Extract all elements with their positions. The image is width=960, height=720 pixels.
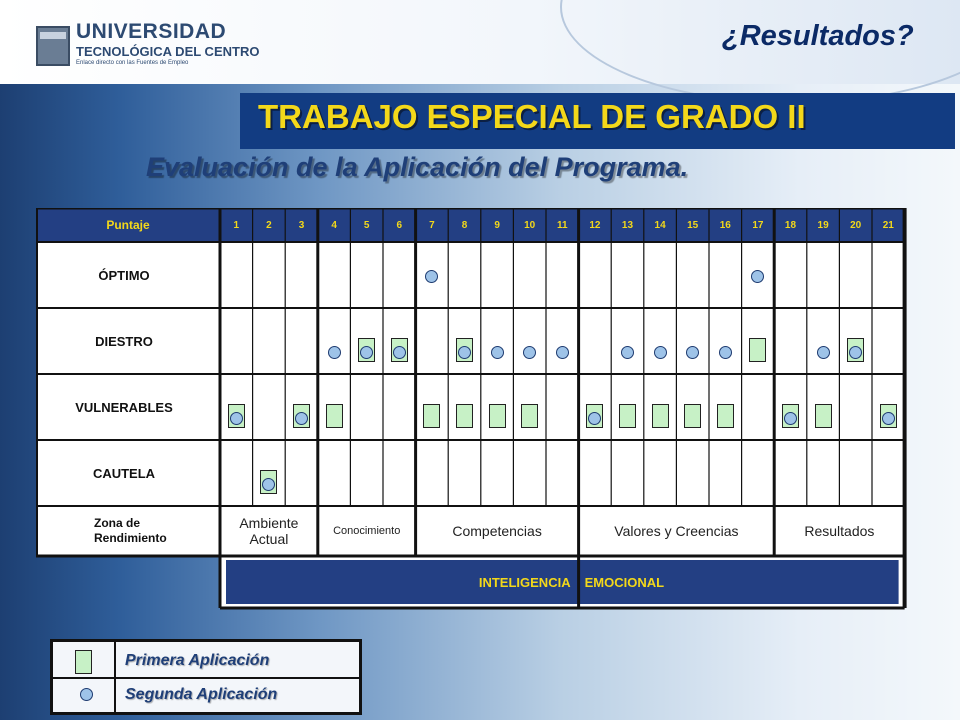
zone-1: Ambiente Actual (239, 515, 299, 547)
header-score-15: 15 (687, 219, 699, 231)
header-score-18: 18 (784, 219, 797, 231)
header-score-12: 12 (589, 219, 601, 231)
university-logo (36, 18, 260, 74)
second-application-circle-icon (751, 270, 764, 283)
row-label: VULNERABLES (75, 399, 173, 415)
header-score-4: 4 (331, 219, 337, 231)
header-score-1: 1 (233, 219, 240, 231)
first-application-square-icon (423, 404, 440, 428)
zone-3: Competencias (452, 523, 542, 539)
second-application-circle-icon (393, 346, 406, 359)
first-application-square-icon (521, 404, 538, 428)
first-application-square-icon (489, 404, 506, 428)
header-score-6: 6 (396, 219, 403, 231)
evaluation-grid (36, 208, 924, 613)
header-score-13: 13 (621, 219, 634, 231)
second-application-circle-icon (654, 346, 667, 359)
header-score-17: 17 (752, 219, 764, 231)
first-application-square-icon (652, 404, 669, 428)
second-application-circle-icon (328, 346, 341, 359)
zone-label: Zona de Rendimiento (94, 516, 167, 545)
header-score-5: 5 (363, 219, 370, 231)
zone-4: Valores y Creencias (614, 523, 739, 539)
second-application-circle-icon (523, 346, 536, 359)
second-application-circle-icon (295, 412, 308, 425)
header-score-14: 14 (654, 219, 666, 231)
row-label: DIESTRO (95, 333, 153, 349)
first-application-square-icon (619, 404, 636, 428)
header-score-9: 9 (494, 219, 500, 231)
header-score-10: 10 (524, 219, 536, 231)
header-score-11: 11 (557, 219, 568, 231)
page-title: TRABAJO ESPECIAL DE GRADO II (258, 98, 806, 135)
header-score-20: 20 (850, 219, 862, 231)
header-score-16: 16 (719, 219, 731, 231)
second-application-circle-icon (621, 346, 634, 359)
row-label: CAUTELA (92, 465, 156, 481)
footer-inteligencia: INTELIGENCIA (478, 574, 571, 590)
logo-name-line2: TECNOLÓGICA DEL CENTRO (76, 44, 260, 59)
legend-row-first (53, 642, 359, 678)
legend-first-label: Primera Aplicación (125, 652, 270, 669)
header-score-2: 2 (266, 219, 272, 231)
page-subtitle: Evaluación de la Aplicación del Programa. (146, 152, 689, 182)
legend-row-second (53, 678, 359, 712)
second-application-circle-icon (784, 412, 797, 425)
header-score-19: 19 (817, 219, 829, 231)
logo-tagline: Enlace directo con las Fuentes de Empleo (76, 60, 189, 66)
first-application-square-icon (684, 404, 701, 428)
second-application-circle-icon (882, 412, 895, 425)
second-application-circle-icon (719, 346, 732, 359)
first-application-square-icon (326, 404, 343, 428)
legend-second-label: Segunda Aplicación (125, 686, 278, 703)
second-application-circle-icon (491, 346, 504, 359)
second-application-circle-icon (425, 270, 438, 283)
legend-first-square-icon (75, 650, 92, 674)
row-label: ÓPTIMO (98, 267, 150, 283)
second-application-circle-icon (230, 412, 243, 425)
results-title: ¿Resultados? (722, 20, 914, 52)
zone-5: Resultados (804, 523, 875, 539)
footer-emocional: EMOCIONAL (584, 574, 665, 590)
header-label-puntaje: Puntaje (106, 218, 150, 232)
first-application-square-icon (456, 404, 473, 428)
header-score-21: 21 (882, 219, 894, 231)
logo-emblem-top (40, 32, 66, 39)
header-score-3: 3 (298, 219, 305, 231)
second-application-circle-icon (817, 346, 830, 359)
header-score-8: 8 (461, 219, 468, 231)
header-score-7: 7 (429, 219, 435, 231)
second-application-circle-icon (458, 346, 471, 359)
zone-2: Conocimiento (333, 525, 401, 537)
legend-second-circle-icon (80, 688, 93, 701)
logo-emblem-icon (36, 26, 70, 66)
logo-name-line1: UNIVERSIDAD (76, 20, 227, 43)
first-application-square-icon (815, 404, 832, 428)
second-application-circle-icon (556, 346, 569, 359)
first-application-square-icon (717, 404, 734, 428)
grid-cells (36, 208, 924, 613)
second-application-circle-icon (686, 346, 699, 359)
legend (50, 639, 362, 715)
first-application-square-icon (749, 338, 766, 362)
